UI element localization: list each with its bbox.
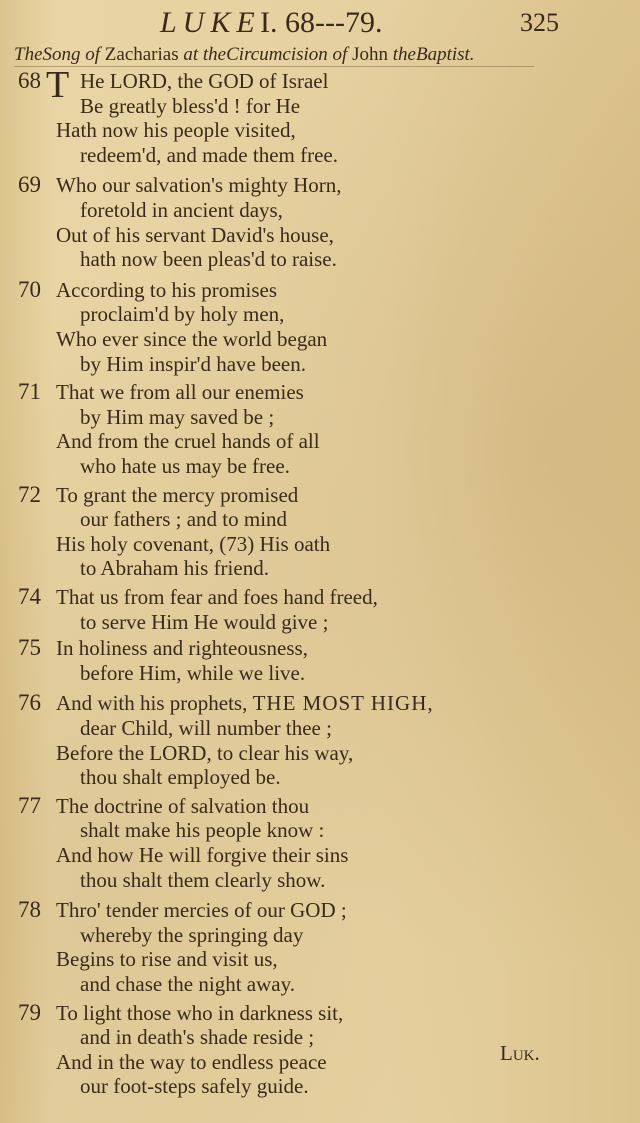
verse-number: 74 [18, 584, 41, 609]
verse-line [0, 404, 640, 430]
verse-number: 76 [18, 690, 41, 715]
verse-line [0, 660, 640, 686]
running-title: LUKE [160, 6, 261, 39]
verse-number: 72 [18, 482, 41, 507]
verse-line [0, 584, 640, 610]
verse-text-main: To light those who in darkness sit, [56, 1001, 344, 1025]
verse-text-main: who hate us may be free. [80, 454, 290, 478]
verse-line [0, 482, 640, 508]
verse-line [0, 117, 640, 143]
verse-line [0, 764, 640, 790]
verse-line [0, 453, 640, 479]
verse-text-main: whereby the springing day [80, 923, 304, 947]
verse-text [80, 68, 328, 94]
verse-text [80, 609, 328, 635]
verse-text-main: redeem'd, and made them free. [80, 143, 338, 167]
verse-text [56, 117, 296, 143]
verse-text-main: Thro' tender mercies of our GOD ; [56, 898, 347, 922]
verse-text-main: and in death's shade reside ; [80, 1025, 315, 1049]
verse-text [56, 842, 348, 868]
verse-text [56, 584, 378, 610]
verse-text-main: to Abraham his friend. [80, 556, 269, 580]
verse-text [56, 946, 278, 972]
subtitle-part: the [392, 44, 416, 65]
verse-text [80, 453, 290, 479]
verse-line [0, 197, 640, 223]
verse-line [0, 172, 640, 198]
verse-text-main: our fathers ; and to mind [80, 507, 288, 531]
verse-text-main: Be greatly bless'd ! for He [80, 94, 301, 118]
verse-text [56, 326, 327, 352]
verse-line [0, 506, 640, 532]
verse-text [56, 793, 309, 819]
verse-line [0, 922, 640, 948]
verse-text-main: Who our salvation's mighty Horn, [56, 173, 342, 197]
verse-line [0, 867, 640, 893]
subtitle-part: at the [183, 44, 227, 65]
drop-cap: T [46, 64, 70, 106]
verse-text-main: His holy covenant, (73) His oath [56, 532, 331, 556]
verse-text [80, 817, 324, 843]
verse-line [0, 246, 640, 272]
verse-text [80, 867, 325, 893]
verse-text [80, 660, 305, 686]
verse-line [0, 555, 640, 581]
verse-text-smallcaps: THE MOST HIGH, [252, 691, 434, 715]
verse-text [80, 1024, 314, 1050]
verse-line [0, 277, 640, 303]
verse-line [0, 715, 640, 741]
verse-text [80, 93, 300, 119]
verse-text-main: Hath now his people visited, [56, 118, 296, 142]
verse-line [0, 609, 640, 635]
verse-text [56, 482, 298, 508]
verse-text-main: Begins to rise and visit us, [56, 947, 278, 971]
verse-number: 75 [18, 635, 41, 660]
verse-text [56, 531, 330, 557]
verse-line [0, 222, 640, 248]
verse-line [0, 93, 640, 119]
verse-text-main: And how He will forgive their sins [56, 843, 349, 867]
verse-line [0, 793, 640, 819]
verse-text-main: our foot-steps safely guide. [80, 1074, 309, 1098]
verse-number: 77 [18, 793, 41, 818]
verse-text-main: by Him inspir'd have been. [80, 352, 306, 376]
verse-number: 79 [18, 1000, 41, 1025]
page-header [0, 6, 640, 42]
verse-text-main: In holiness and righteousness, [56, 636, 308, 660]
verse-text-main: That we from all our enemies [56, 380, 304, 404]
section-subtitle [14, 44, 634, 66]
verse-text-main: Out of his servant David's house, [56, 223, 334, 247]
verse-line [0, 301, 640, 327]
verse-text [56, 222, 334, 248]
verse-text-main: foretold in ancient days, [80, 198, 283, 222]
verse-text-main: shalt make his people know : [80, 818, 325, 842]
subtitle-part: Circumcision of [226, 44, 348, 65]
subtitle-part: The [14, 44, 43, 65]
verse-text-main: hath now been pleas'd to raise. [80, 247, 337, 271]
verse-line [0, 946, 640, 972]
verse-line [0, 842, 640, 868]
verse-number: 71 [18, 379, 41, 404]
verse-text-main: proclaim'd by holy men, [80, 302, 285, 326]
verse-line [0, 690, 640, 716]
verse-text-main: According to his promises [56, 278, 278, 302]
verse-text [80, 197, 283, 223]
verse-line [0, 142, 640, 168]
verse-text-main: before Him, while we live. [80, 661, 306, 685]
verse-line [0, 1024, 640, 1050]
verse-line [0, 531, 640, 557]
verse-line [0, 1000, 640, 1026]
verse-line [0, 1049, 640, 1075]
verse-text-main: to serve Him He would give ; [80, 610, 329, 634]
verse-text-main: And from the cruel hands of all [56, 429, 320, 453]
catchword: Luk. [500, 1041, 540, 1065]
verse-line [0, 428, 640, 454]
verse-line [0, 326, 640, 352]
subtitle-part: Song of [42, 44, 101, 65]
verse-line [0, 897, 640, 923]
verse-text [56, 277, 277, 303]
verse-text [56, 740, 353, 766]
subtitle-part: Zacharias [100, 44, 184, 65]
verse-text [80, 506, 287, 532]
subtitle-part: Baptist. [415, 44, 475, 65]
verse-number: 70 [18, 277, 41, 302]
verse-text [56, 1000, 343, 1026]
verse-text [80, 971, 295, 997]
verse-text-main: Before the LORD, to clear his way, [56, 741, 354, 765]
verse-text [80, 351, 306, 377]
verse-text-main: Who ever since the world began [56, 327, 328, 351]
verse-text-main: He LORD, the GOD of Israel [80, 69, 329, 93]
verse-text [80, 1073, 309, 1099]
verse-text-main: by Him may saved be ; [80, 405, 275, 429]
verse-text [56, 897, 347, 923]
verse-text [56, 690, 434, 716]
verse-text [56, 428, 320, 454]
verse-text [56, 635, 308, 661]
verse-text-main: And in the way to endless peace [56, 1050, 327, 1074]
verse-text [80, 922, 303, 948]
verse-line [0, 971, 640, 997]
verse-text-main: And with his prophets, [56, 691, 253, 715]
verse-text [80, 246, 337, 272]
verse-line [0, 351, 640, 377]
verse-text-main: thou shalt them clearly show. [80, 868, 326, 892]
verse-text [56, 379, 304, 405]
chapter-reference: I. 68---79. [260, 6, 383, 39]
verse-number: 69 [18, 172, 41, 197]
verse-text [56, 172, 342, 198]
verse-line [0, 817, 640, 843]
verse-line [0, 635, 640, 661]
verse-number: 68 [18, 68, 41, 93]
verse-text [80, 764, 281, 790]
verse-line [0, 1073, 640, 1099]
verse-text-main: and chase the night away. [80, 972, 295, 996]
verse-text [80, 404, 274, 430]
subtitle-part: John [347, 44, 393, 65]
verse-text [56, 1049, 327, 1075]
verse-text [80, 142, 338, 168]
verse-text-main: The doctrine of salvation thou [56, 794, 310, 818]
verse-line [0, 379, 640, 405]
verse-text [80, 555, 269, 581]
verse-text [80, 715, 332, 741]
page-number: 325 [520, 8, 559, 37]
verse-text-main: To grant the mercy promised [56, 483, 299, 507]
verse-number: 78 [18, 897, 41, 922]
verse-text-main: dear Child, will number thee ; [80, 716, 332, 740]
verse-text-main: That us from fear and foes hand freed, [56, 585, 378, 609]
verse-text-main: thou shalt employed be. [80, 765, 281, 789]
verse-text [80, 301, 284, 327]
header-rule [14, 66, 534, 67]
verse-line [0, 740, 640, 766]
